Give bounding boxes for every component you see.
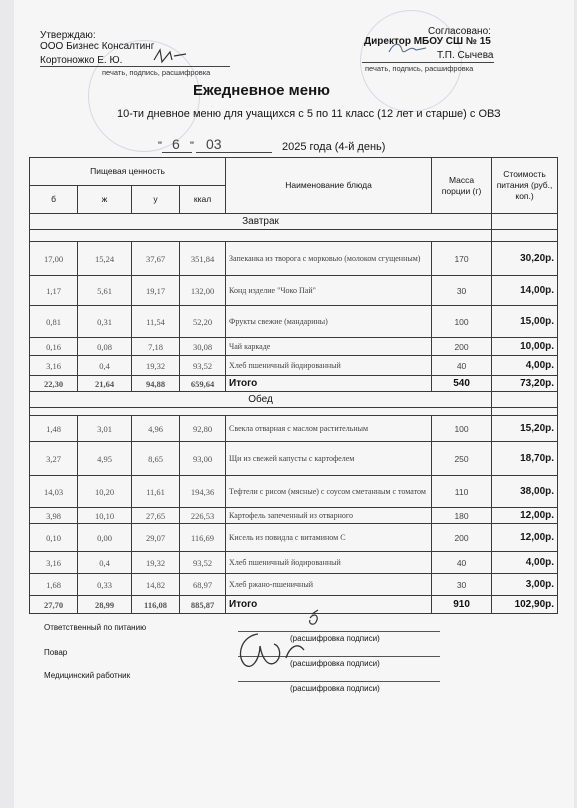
header-zh: ж (78, 186, 132, 214)
lunch-section-row (30, 392, 558, 408)
table-row: 0,16 0,08 7,18 30,08 Чай каркаде 200 10,00р. (30, 338, 558, 356)
cook-decode-hint: (расшифровка подписи) (290, 659, 380, 668)
header-name: Наименование блюда (226, 158, 432, 214)
lunch-total-row: 27,70 28,99 116,08 885,87 Итого 910 102,90р. (30, 596, 558, 614)
agree-label: Согласовано: (428, 26, 491, 37)
approve-org: ООО Бизнес Консалтинг (40, 41, 155, 52)
medic-decode-hint: (расшифровка подписи) (290, 684, 380, 693)
handwritten-signature-icon (230, 606, 320, 676)
table-row: 0,81 0,31 11,54 52,20 Фрукты свежие (мандарины) 100 15,00р. (30, 306, 558, 338)
table-row: 17,00 15,24 37,67 351,84 Запеканка из творога с морковью (молоком сгущенным) 170 30,20р. (30, 242, 558, 276)
date-month: 03 (206, 136, 222, 152)
header-u: у (132, 186, 180, 214)
table-row: 3,16 0,4 19,32 93,52 Хлеб пшеничный йодированный 40 4,00р. (30, 356, 558, 376)
date-quote-open: " (158, 140, 162, 152)
table-header-row (30, 158, 558, 186)
menu-table (29, 157, 558, 614)
page-subtitle: 10-ти дневное меню для учащихся с 5 по 11 класс (12 лет и старше) с ОВЗ (117, 108, 501, 120)
agree-person: Т.П. Сычева (437, 50, 494, 61)
agree-org: Директор МБОУ СШ № 15 (364, 36, 491, 47)
header-cost: Стоимость питания (руб., коп.) (492, 158, 558, 214)
table-row: 3,98 10,10 27,65 226,53 Картофель запеченный из отварного 180 12,00р. (30, 508, 558, 524)
spacer-row (30, 230, 558, 242)
approve-person: Кортоножко Е. Ю. (40, 55, 123, 66)
table-row: 1,17 5,61 19,17 132,00 Конд изделие "Чоко Пай" 30 14,00р. (30, 276, 558, 306)
page-title: Ежедневное меню (193, 82, 330, 99)
approve-label: Утверждаю: (40, 30, 96, 41)
approve-signature-icon (150, 46, 192, 68)
breakfast-title: Завтрак (30, 214, 492, 230)
breakfast-total-row: 22,30 21,64 94,88 659,64 Итого 540 73,20р. (30, 376, 558, 392)
table-row: 1,48 3,01 4,96 92,80 Свекла отварная с маслом растительным 100 15,20р. (30, 416, 558, 442)
header-mass: Масса порции (г) (432, 158, 492, 214)
date-rest: 2025 года (4-й день) (282, 141, 386, 153)
lunch-title: Обед (30, 392, 492, 408)
table-row: 1,68 0,33 14,82 68,97 Хлеб ржано-пшеничный 30 3,00р. (30, 574, 558, 596)
date-day: 6 (172, 136, 180, 152)
table-row: 3,16 0,4 19,32 93,52 Хлеб пшеничный йодированный 40 4,00р. (30, 552, 558, 574)
responsible-decode-hint: (расшифровка подписи) (290, 634, 380, 643)
table-row: 0,10 0,00 29,07 116,69 Кисель из повидла с витамином С 200 12,00р. (30, 524, 558, 552)
spacer-row (30, 408, 558, 416)
responsible-label: Ответственный по питанию (44, 623, 147, 632)
agree-signature-icon (386, 40, 430, 60)
date-quote-close: " (190, 140, 194, 152)
header-kcal: ккал (180, 186, 226, 214)
approve-hint: печать, подпись, расшифровка (102, 68, 211, 77)
table-row: 3,27 4,95 8,65 93,00 Щи из свежей капусты с картофелем 250 18,70р. (30, 442, 558, 476)
breakfast-section-row (30, 214, 558, 230)
medic-label: Медицинский работник (44, 671, 131, 680)
cook-label: Повар (44, 648, 68, 657)
header-nutrition: Пищевая ценность (30, 158, 226, 186)
agree-hint: печать, подпись, расшифровка (365, 64, 474, 73)
header-b: б (30, 186, 78, 214)
table-row: 14,03 10,20 11,61 194,36 Тефтели с рисом (мясные) с соусом сметанным с томатом 110 38,00р. (30, 476, 558, 508)
